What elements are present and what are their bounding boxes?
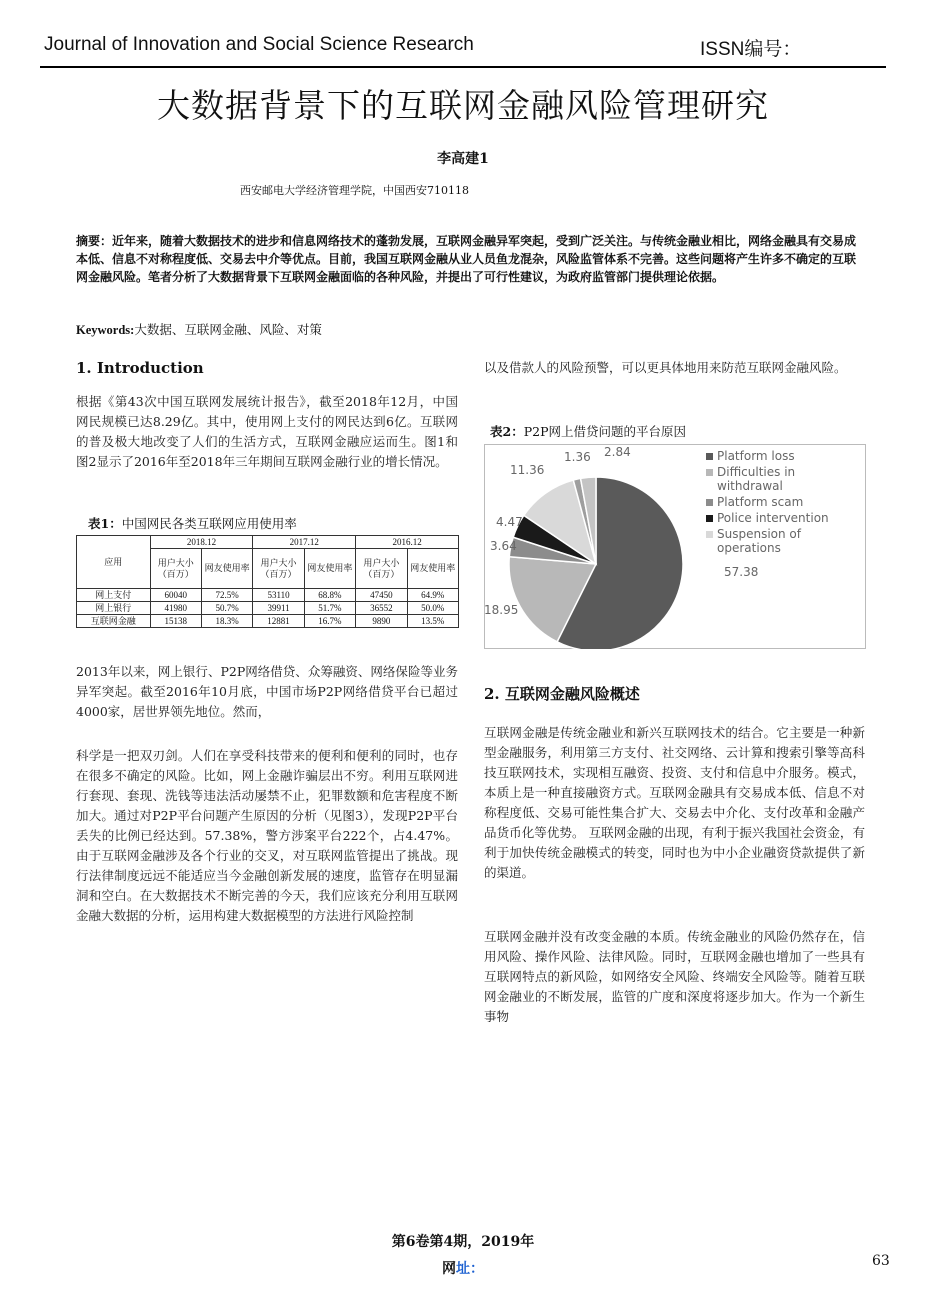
table-row <box>77 589 459 602</box>
pie-data-label: 1.36 <box>564 450 591 464</box>
table1-cell: 39911 <box>253 602 304 615</box>
table1-cell: 68.8% <box>304 589 355 602</box>
section2-para2: 互联网金融并没有改变金融的本质。传统金融业的风险仍然存在，信用风险、操作风险、法律风险。同时，互联网金融也增加了一些具有互联网特点的新风险，如网络安全风险、终端安全风险等。随着互联网金融业的不断发展，监管的广度和深度将逐步加大。作为一个新生事物 <box>484 929 865 1024</box>
footer-web <box>0 1258 926 1278</box>
author-name: 李高建1 <box>437 151 489 167</box>
table1-cell: 50.7% <box>201 602 252 615</box>
legend-swatch <box>706 531 713 538</box>
paper-title: 大数据背景下的互联网金融风险管理研究 <box>157 86 769 125</box>
table1-cell: 13.5% <box>407 615 458 628</box>
pie-data-label: 11.36 <box>510 463 545 477</box>
pie-data-label: 57.38 <box>724 565 759 579</box>
table1-year: 2016.12 <box>356 536 459 549</box>
table1-cell: 网上银行 <box>77 602 151 615</box>
legend-swatch <box>706 515 713 522</box>
table1-col-rate: 网友使用率 <box>304 549 355 589</box>
keywords-text: 大数据、互联网金融、风险、对策 <box>134 322 322 337</box>
keywords-label: Keywords: <box>76 323 135 337</box>
table1-caption-text: 中国网民各类互联网应用使用率 <box>121 516 297 531</box>
legend-entry: operations <box>717 541 781 555</box>
table1-caption <box>88 514 297 532</box>
table1-cell: 12881 <box>253 615 304 628</box>
section2-heading: 2. 互联网金融风险概述 <box>484 685 640 703</box>
abstract: 摘要：近年来，随着大数据技术的进步和信息网络技术的蓬勃发展，互联网金融异军突起，受到广泛关注。与传统金融业相比，网络金融具有交易成本低、信息不对称程度低、交易去中介等优点。目前，我国互联网金融从业人员鱼龙混杂，风险监管体系不完善。这些问题将产生许多不确定的互联网金融风险。笔者分析了大数据背景下互联网金融面临的各种风险，并提出了可行性建议，为政府监管部门提供理论依据。 <box>76 234 857 284</box>
affiliation: 西安邮电大学经济管理学院，中国西安710118 <box>240 184 469 197</box>
table2-caption <box>490 422 686 440</box>
table1-cell: 51.7% <box>304 602 355 615</box>
table1-cell: 50.0% <box>407 602 458 615</box>
table1-cell: 16.7% <box>304 615 355 628</box>
section2-para1: 互联网金融是传统金融业和新兴互联网技术的结合。它主要是一种新型金融服务，利用第三方支付、社交网络、云计算和搜索引擎等高科技互联网技术，实现相互融资、投资、支付和信息中介服务。模式，本质上是一种直接融资方式。互联网金融具有交易成本低、信息不对称程度低、交易可能性集合扩大、交易去中介化、支付改革和金融产品货币化等优势。 互联网金融的出现，有利于振兴我国社会资金，有利于加快传统金融模式的转变，同时也为中小企业融资贷款提供了新的渠道。 <box>484 725 865 880</box>
issn-label: ISSN编号： <box>700 39 802 60</box>
table1-year: 2017.12 <box>253 536 356 549</box>
table1-cell: 15138 <box>150 615 201 628</box>
table1-cell: 41980 <box>150 602 201 615</box>
legend-swatch <box>706 453 713 460</box>
table1-cell: 36552 <box>356 602 407 615</box>
section1-heading: 1. Introduction <box>76 359 204 377</box>
legend-entry: Police intervention <box>717 511 829 525</box>
table1-col-rate: 网友使用率 <box>201 549 252 589</box>
table1-col-users: 用户大小（百万） <box>253 549 304 589</box>
table-row <box>77 615 459 628</box>
table2-caption-text: P2P网上借贷问题的平台原因 <box>523 424 686 439</box>
table1-year: 2018.12 <box>150 536 253 549</box>
table2-caption-label: 表2： <box>490 424 524 439</box>
page-number: 63 <box>872 1253 890 1269</box>
table1-cell: 互联网金融 <box>77 615 151 628</box>
table1-cell: 网上支付 <box>77 589 151 602</box>
footer-web-colon: 址： <box>456 1261 484 1277</box>
table1-col-rate: 网友使用率 <box>407 549 458 589</box>
legend-entry: Difficulties in <box>717 465 796 479</box>
table1-col-users: 用户大小（百万） <box>356 549 407 589</box>
table1-cell: 72.5% <box>201 589 252 602</box>
legend-entry: Platform loss <box>717 449 795 463</box>
section1-para2: 2013年以来，网上银行、P2P网络借贷、众筹融资、网络保险等业务异军突起。截至2016年10月底，中国市场P2P网络借贷平台已超过4000家，居世界领先地位。然而， <box>76 664 458 719</box>
section1-para1: 根据《第43次中国互联网发展统计报告》，截至2018年12月，中国网民规模已达8.29亿。其中，使用网上支付的网民达到6亿。互联网的普及极大地改变了人们的生活方式，互联网金融应运而生。图1和图2显示了2016年至2018年三年期间互联网金融行业的增长情况。 <box>76 394 458 469</box>
table1-cell: 18.3% <box>201 615 252 628</box>
table1 <box>76 535 459 628</box>
legend-entry: Platform scam <box>717 495 804 509</box>
legend-swatch <box>706 499 713 506</box>
section1-para3: 科学是一把双刃剑。人们在享受科技带来的便利和便利的同时，也存在很多不确定的风险。比如，网上金融诈骗层出不穷。利用互联网进行套现、套现、洗钱等违法活动屡禁不止，犯罪数额和危害程度不断加大。通过对P2P平台问题产生原因的分析（见图3），发现P2P平台丢失的比例已经达到。57.38%，警方涉案平台222个，占4.47%。由于互联网金融涉及各个行业的交叉，对互联网监管提出了挑战。现行法律制度远远不能适应当今金融创新发展的速度，监管存在明显漏洞和空白。在大数据技术不断完善的今天，我们应该充分利用互联网金融大数据的分析，运用构建大数据模型的方法进行风险控制 <box>76 748 458 923</box>
table-row <box>77 602 459 615</box>
table1-cell: 53110 <box>253 589 304 602</box>
pie-data-label: 3.64 <box>490 539 517 553</box>
footer-web-label: 网 <box>442 1261 456 1277</box>
table1-cell: 64.9% <box>407 589 458 602</box>
pie-chart <box>484 444 866 649</box>
table1-col-users: 用户大小（百万） <box>150 549 201 589</box>
table1-row-header: 应用 <box>77 536 151 589</box>
table1-caption-label: 表1： <box>88 516 122 531</box>
table1-cell: 47450 <box>356 589 407 602</box>
legend-entry: withdrawal <box>717 479 783 493</box>
table1-cell: 60040 <box>150 589 201 602</box>
pie-data-label: 4.47 <box>496 515 523 529</box>
legend-swatch <box>706 469 713 476</box>
pie-data-label: 18.95 <box>484 603 519 617</box>
keywords <box>76 320 322 338</box>
journal-name: Journal of Innovation and Social Science Research <box>44 34 474 55</box>
header-rule <box>40 66 886 68</box>
footer-issue: 第6卷第4期，2019年 <box>391 1234 535 1250</box>
pie-data-label: 2.84 <box>604 445 631 459</box>
section1-para-right: 以及借款人的风险预警，可以更具体地用来防范互联网金融风险。 <box>484 360 847 375</box>
legend-entry: Suspension of <box>717 527 801 541</box>
table1-cell: 9890 <box>356 615 407 628</box>
